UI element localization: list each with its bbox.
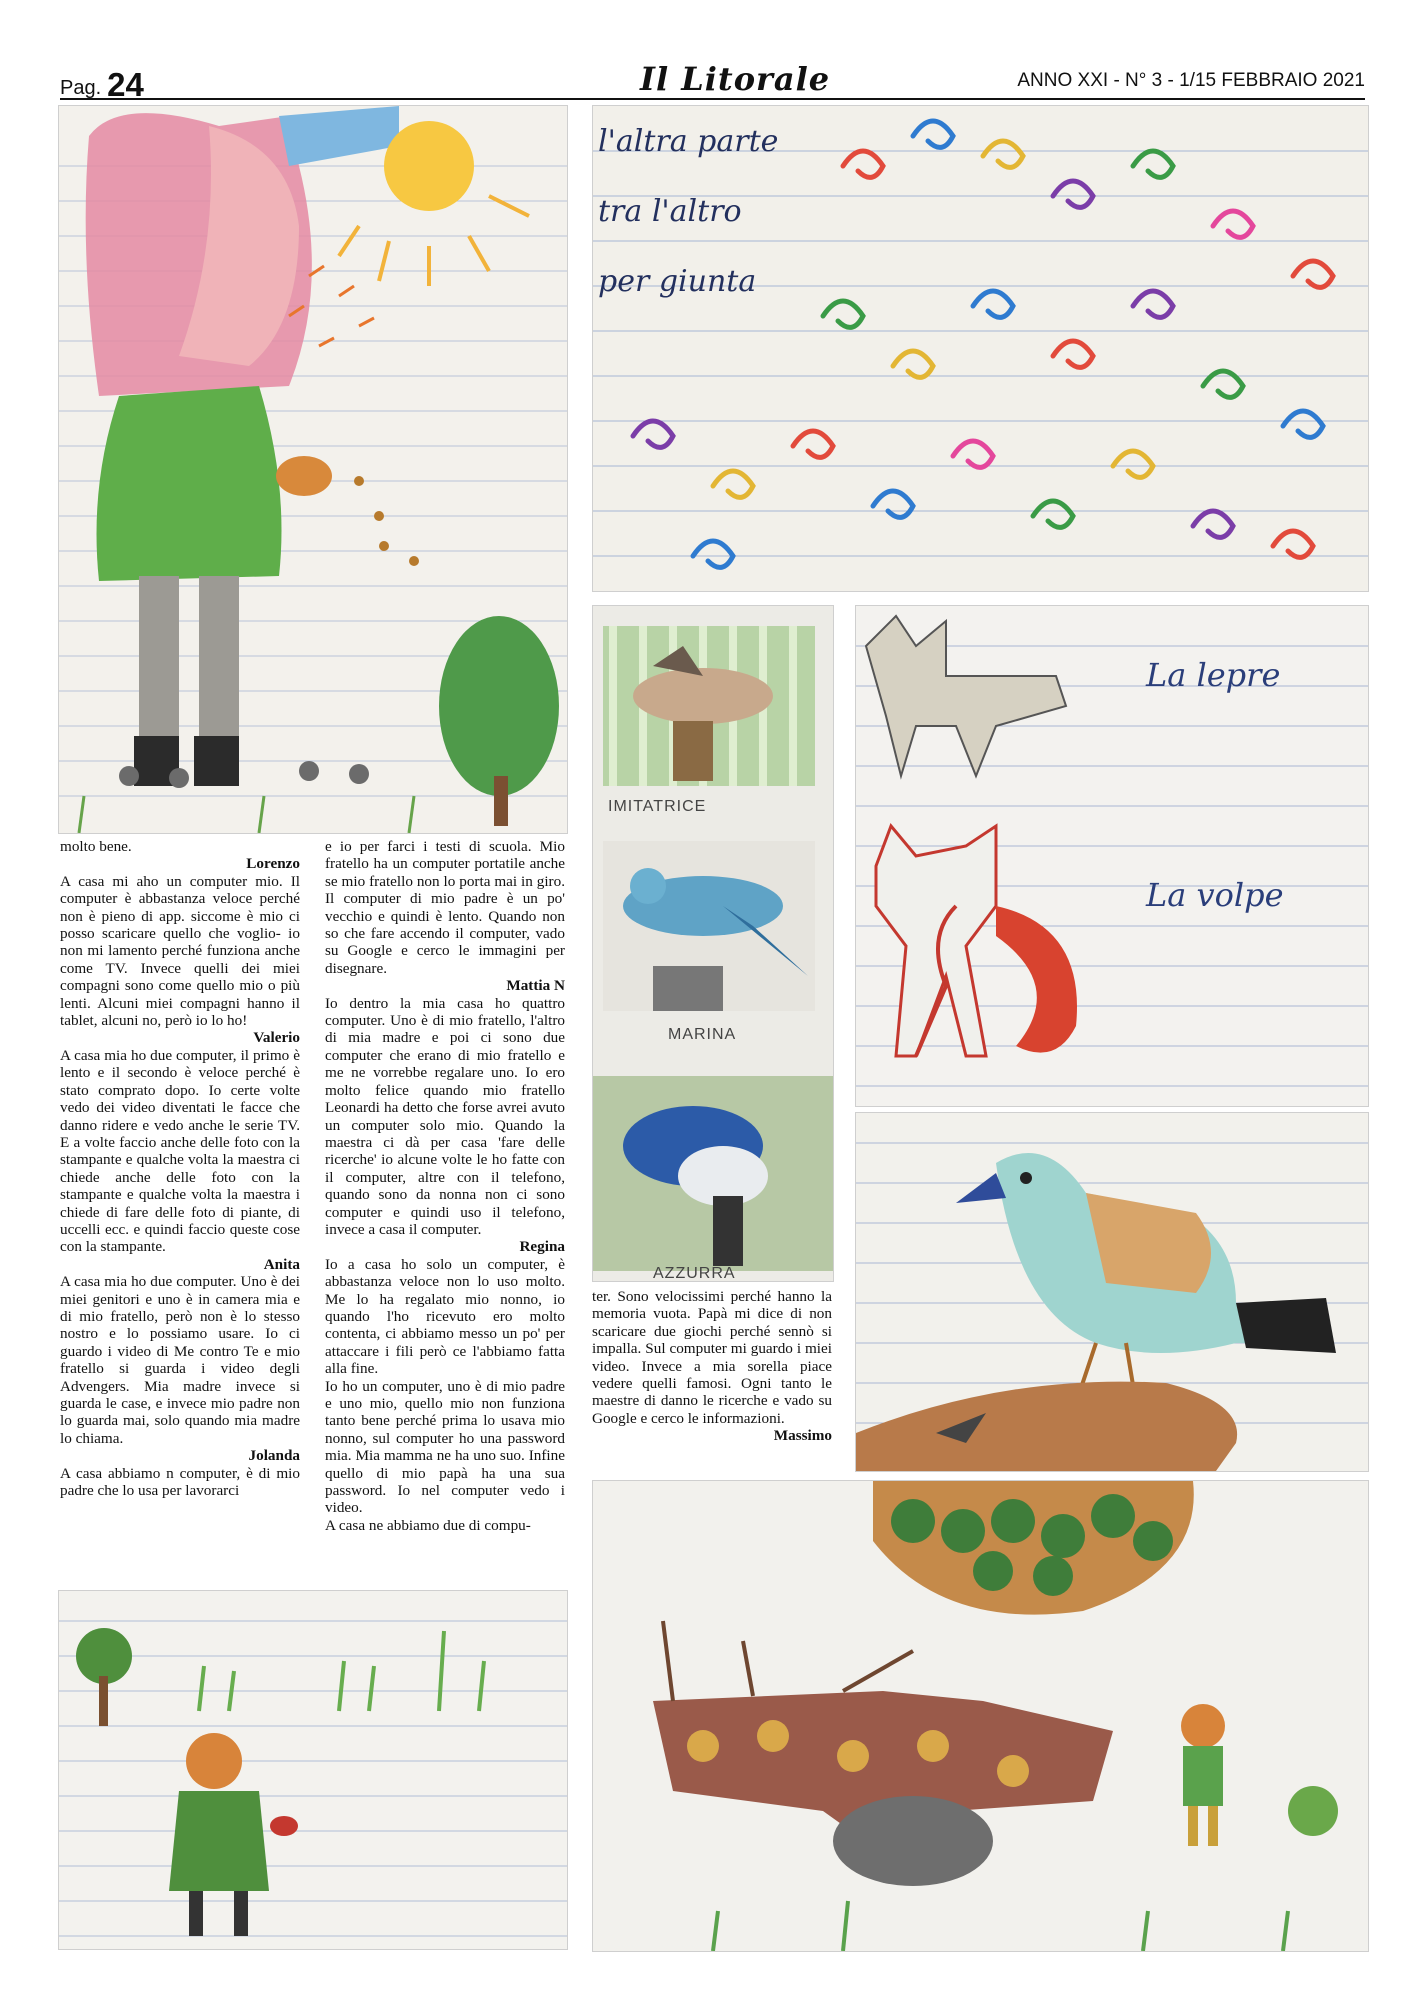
author-name: Lorenzo — [246, 855, 300, 873]
page-header — [60, 58, 1365, 103]
bird-label-imitatrice: IMITATRICE — [608, 798, 707, 815]
text-column-3 — [592, 1288, 832, 1445]
paragraph: A casa mia ho due computer. Uno è dei miei genitori e uno è in camera mia e di mio fratello, però non è lo stesso nostro e lo possiamo usare. Io ci guardo i video di Me contro Te e mio fratello si guarda i video degli Advengers. Mia madre invece si guarda le case, e invece mio padre non lo guarda mai, solo quando mia madre lo chiama. — [60, 1273, 300, 1447]
bird-label-marina: MARINA — [668, 1026, 737, 1043]
page-number-block — [60, 66, 144, 104]
drawing-girl-with-sun — [58, 105, 568, 834]
paragraph: A casa ne abbiamo due di compu- — [325, 1516, 531, 1534]
drawing-hare-and-fox — [855, 605, 1369, 1107]
drawing-notebook-spirals — [592, 105, 1369, 592]
issue-info: ANNO XXI - N° 3 - 1/15 FEBBRAIO 2021 — [1017, 70, 1365, 91]
fox-label: La volpe — [1146, 876, 1284, 914]
paragraph: A casa abbiamo n computer, è di mio padre che lo usa per lavorarci — [60, 1464, 300, 1500]
paragraph: ter. Sono velocissimi perché hanno la memoria vuota. Papà mi dice di non scaricare due giochi perché sennò si impalla. Sul computer mi guardo i miei video. Invece a mia sorella piace vedere quelli famosi. Ogni tanto le maestre di danno le ricerche e vado su Google e cerco le informazioni. — [592, 1288, 832, 1427]
drawing-bird-on-trunk — [855, 1112, 1369, 1472]
text-column-1 — [60, 838, 300, 1499]
page-number: 24 — [107, 66, 144, 103]
paragraph: Io ho un computer, uno è di mio padre e uno mio, quello mio non funziona tanto bene perché prima lo usava mio nonno, sul computer ho una password mia. Mia mamma ne ha uno suo. Infine quello di mio papà ha una sua password. Io nel computer vedo i video. — [325, 1377, 565, 1517]
bird-label-azzurra: AZZURRA — [653, 1265, 736, 1281]
paragraph: molto bene. — [60, 838, 132, 855]
author-name: Anita — [263, 1255, 300, 1273]
paragraph: A casa mia ho due computer, il primo è lento e il secondo è veloce perché è stato comprato dopo. Io certe volte vedo dei video diventati le facce che danno ridere e vedo anche le serie TV. E a volte faccio anche delle foto con la stampante e qualche volta la maestra ci chiede anche delle foto con la stampante e qualche volta la maestra i chiede di fare delle foto di piante, di uccelli ecc. e quindi faccio queste cose con la stampante. — [60, 1046, 300, 1256]
paragraph: Io dentro la mia casa ho quattro computer. Uno è di mio fratello, l'altro di mia madre e poi ci sono due computer che erano di mio fratello e me ne vorrebbe regalare uno. Io ero molto felice quando mio fratello Leonardi ha detto che forse avrei avuto un computer solo mio. Quando la maestra ci dà per casa 'fare delle ricerche' io alcune volte le ho fatte con il computer, altre con il telefono, quando sono da nonna non ci sono computer e quindi uso il telefono, invece a casa il computer. — [325, 994, 565, 1238]
text-column-2 — [325, 838, 565, 1534]
author-name: Valerio — [253, 1029, 300, 1047]
author-name: Jolanda — [248, 1447, 300, 1465]
author-name: Regina — [519, 1238, 565, 1256]
drawing-girl-with-tree — [58, 1590, 568, 1950]
paragraph: A casa mi aho un computer mio. Il computer è abbastanza veloce perché non è pieno di app. siccome è mio ci posso scaricare quello che voglio- io non mi lamento perché funziona anche come TV. Invece quelli dei miei compagni sono come quello mio o più lenti. Alcuni miei compagni hanno il tablet, alcuni no, però io lo ho! — [60, 872, 300, 1030]
paragraph: e io per farci i testi di scuola. Mio fratello ha un computer portatile anche se mio fratello non lo porta mai in giro. Il computer di mio padre è un po' vecchio e quindi è lento. Quando non so che fare accendo il computer, vado su Google e cerco le immagini per disegnare. — [325, 838, 565, 977]
notebook-text-1: l'altra parte — [598, 124, 779, 159]
author-name: Massimo — [773, 1427, 832, 1445]
notebook-text-2: tra l'altro — [598, 194, 742, 229]
paragraph: Io a casa ho solo un computer, è abbastanza veloce non lo uso molto. Me lo ha regalato mio nonno, io quando l'ho ricevuto ero molto contenta, ci abbiamo messo un po' per attaccare i fili però ce l'abbiamo fatta alla fine. — [325, 1255, 565, 1378]
masthead: Il Litorale — [640, 60, 831, 98]
photo-bird-pictures — [592, 605, 834, 1282]
hare-label: La lepre — [1146, 656, 1281, 694]
drawing-trunk-and-forest — [592, 1480, 1369, 1952]
notebook-text-3: per giunta — [598, 264, 757, 299]
page-label: Pag. — [60, 77, 102, 99]
author-name: Mattia N — [506, 977, 565, 995]
